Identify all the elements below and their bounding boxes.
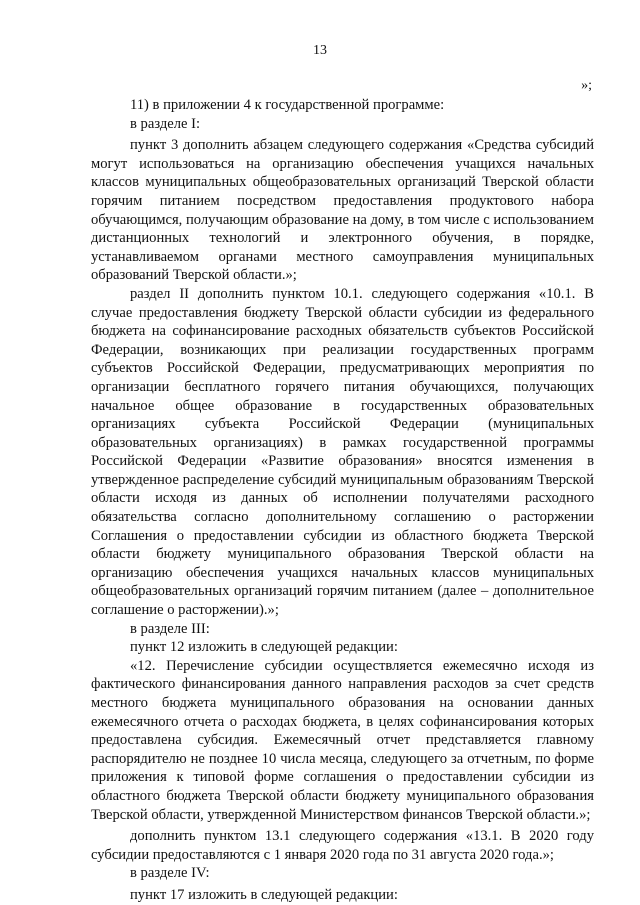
- paragraph-point-13-1: дополнить пунктом 13.1 следующего содержания «13.1. В 2020 году субсидии предоставляются с 1 января 2020 года по 31 августа 2020 года.»;: [91, 828, 594, 863]
- paragraph-item-11: 11) в приложении 4 к государственной программе:: [130, 97, 445, 113]
- paragraph-section-2: раздел II дополнить пунктом 10.1. следующего содержания «10.1. В случае предоставления бюджету Тверской области субсидии из федерального бюджета на софинансирование расходных обязательств субъектов Российской Федерации, возникающих при реализации государственных программ субъектов Российской Федерации, предусматривающих мероприятия по организации бесплатного горячего питания обучающихся, получающих начальное общее образование в государственных образовательных организациях субъекта Российской Федерации (муниципальных образовательных организациях) в рамках государственной программы Российской Федерации «Развитие образования» вносятся изменения в утвержденное распределение субсидий муниципальным образованиям Тверской области исходя из данных об исполнении получателями расходного обязательства согласно дополнительному соглашению о расторжении Соглашения о предоставлении субсидии из областного бюджета Тверской области бюджету муниципального образования Тверской области на организацию обеспечения учащихся начальных классов муниципальных общеобразовательных организаций горячим питанием (далее – дополнительное соглашение о расторжении).»;: [91, 285, 594, 619]
- closing-quote: »;: [581, 78, 592, 93]
- paragraph-point-12-text: «12. Перечисление субсидии осуществляется ежемесячно исходя из фактического финансирования данного направления расходов за счет средств местного бюджета муниципального образования на основании данных ежемесячного отчета о расходах бюджета, в целях софинансирования которых предоставлена субсидия. Ежемесячный отчет представляется главному распорядителю не позднее 10 числа месяца, следующего за отчетным, по форме приложения к типовой форме соглашения о предоставлении субсидии из областного бюджета Тверской области бюджету муниципального образования Тверской области, утвержденной Министерством финансов Тверской области.»;: [91, 657, 594, 823]
- paragraph-point-17-heading: пункт 17 изложить в следующей редакции:: [130, 886, 398, 903]
- paragraph-section-3: в разделе III:: [130, 620, 210, 637]
- paragraph-point-12-heading: пункт 12 изложить в следующей редакции:: [130, 639, 398, 656]
- page-number: 13: [313, 43, 327, 58]
- paragraph-point-3: пункт 3 дополнить абзацем следующего содержания «Средства субсидий могут использоваться на организацию обеспечения учащихся начальных классов муниципальных общеобразовательных организаций Тверской области горячим питанием посредством предоставления продуктового набора обучающимся, получающим образование на дому, в том числе с использованием дистанционных технологий и электронного обучения, в порядке, устанавливаемом органами местного самоуправления муниципальных образований Тверской области.»;: [91, 137, 594, 284]
- paragraph-section-1: в разделе I:: [130, 115, 201, 132]
- document-body: [91, 96, 594, 905]
- paragraph-section-4: в разделе IV:: [130, 865, 210, 882]
